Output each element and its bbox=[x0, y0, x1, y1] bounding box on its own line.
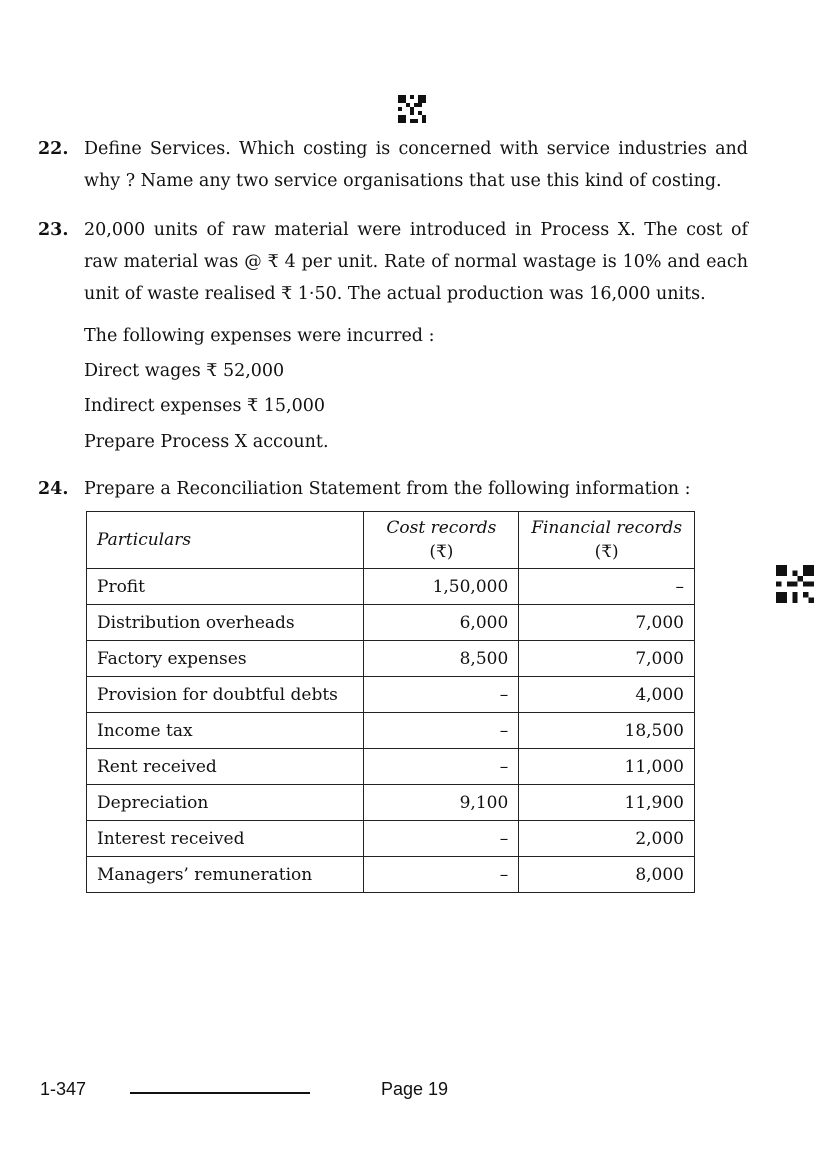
question-number: 24. bbox=[38, 479, 69, 499]
table-row bbox=[87, 641, 695, 677]
cell-financial: 4,000 bbox=[519, 677, 695, 713]
cell-particular: Provision for doubtful debts bbox=[87, 677, 364, 713]
table-row bbox=[87, 749, 695, 785]
instruction: Prepare Process X account. bbox=[84, 432, 329, 452]
table-row bbox=[87, 569, 695, 605]
footer-code: 1-347 bbox=[40, 1079, 87, 1099]
cell-cost: – bbox=[364, 821, 519, 857]
cell-financial: 18,500 bbox=[519, 713, 695, 749]
question-22 bbox=[38, 133, 748, 197]
cell-cost: – bbox=[364, 713, 519, 749]
cell-particular: Managers’ remuneration bbox=[87, 857, 364, 893]
question-text: Define Services. Which costing is concerned with service industries and why ? Name any two service organisations that use this kind of costing. bbox=[84, 139, 748, 191]
table-row bbox=[87, 785, 695, 821]
header-particulars: Particulars bbox=[87, 512, 364, 569]
cell-financial: 7,000 bbox=[519, 605, 695, 641]
cell-financial: – bbox=[519, 569, 695, 605]
table-row bbox=[87, 605, 695, 641]
cell-financial: 2,000 bbox=[519, 821, 695, 857]
cell-financial: 7,000 bbox=[519, 641, 695, 677]
cell-cost: 9,100 bbox=[364, 785, 519, 821]
header-financial-label: Financial records bbox=[531, 518, 683, 538]
cell-cost: – bbox=[364, 677, 519, 713]
header-cost-records bbox=[364, 512, 519, 569]
cell-particular: Profit bbox=[87, 569, 364, 605]
cell-cost: 8,500 bbox=[364, 641, 519, 677]
table-row bbox=[87, 713, 695, 749]
question-number: 23. bbox=[38, 220, 69, 240]
cell-cost: 1,50,000 bbox=[364, 569, 519, 605]
indirect-expenses: Indirect expenses ₹ 15,000 bbox=[84, 396, 325, 416]
question-text: Prepare a Reconciliation Statement from the following information : bbox=[84, 479, 691, 499]
header-cost-currency: (₹) bbox=[429, 542, 454, 562]
expenses-heading: The following expenses were incurred : bbox=[84, 326, 435, 346]
table-header-row bbox=[87, 512, 695, 569]
footer-divider bbox=[130, 1092, 310, 1094]
table-row bbox=[87, 821, 695, 857]
question-intro: 20,000 units of raw material were introduced in Process X. The cost of raw material was @ ₹ 4 per unit. Rate of normal wastage is 10% and each unit of waste realised ₹ 1·50. The actual production was 16,000 units. bbox=[84, 220, 748, 304]
question-number: 22. bbox=[38, 139, 69, 159]
question-24 bbox=[38, 473, 748, 505]
cell-financial: 8,000 bbox=[519, 857, 695, 893]
cell-particular: Distribution overheads bbox=[87, 605, 364, 641]
question-23 bbox=[38, 214, 748, 458]
footer-page-number: Page 19 bbox=[381, 1079, 449, 1099]
cell-particular: Income tax bbox=[87, 713, 364, 749]
header-cost-label: Cost records bbox=[386, 518, 497, 538]
reconciliation-table bbox=[86, 511, 695, 893]
cell-financial: 11,900 bbox=[519, 785, 695, 821]
cell-particular: Interest received bbox=[87, 821, 364, 857]
side-qr-code-icon bbox=[776, 565, 814, 603]
direct-wages: Direct wages ₹ 52,000 bbox=[84, 361, 285, 381]
cell-particular: Rent received bbox=[87, 749, 364, 785]
top-qr-code-icon bbox=[398, 95, 426, 123]
cell-particular: Depreciation bbox=[87, 785, 364, 821]
cell-cost: – bbox=[364, 857, 519, 893]
cell-cost: 6,000 bbox=[364, 605, 519, 641]
header-financial-records bbox=[519, 512, 695, 569]
table-row bbox=[87, 857, 695, 893]
cell-financial: 11,000 bbox=[519, 749, 695, 785]
header-financial-currency: (₹) bbox=[594, 542, 619, 562]
table-row bbox=[87, 677, 695, 713]
cell-cost: – bbox=[364, 749, 519, 785]
cell-particular: Factory expenses bbox=[87, 641, 364, 677]
